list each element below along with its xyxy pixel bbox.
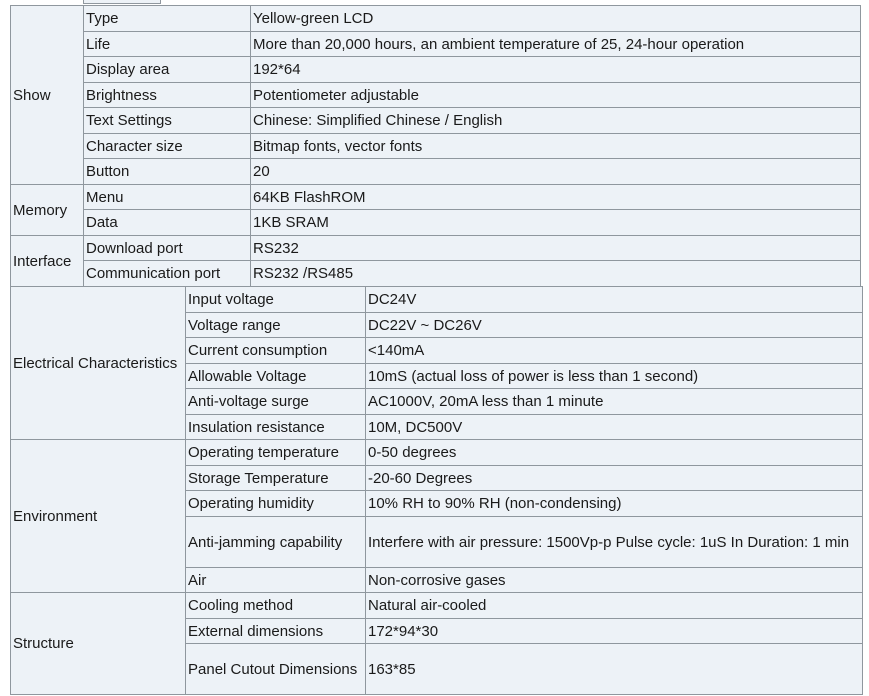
param-name-character-size: Character size — [83, 133, 251, 159]
param-name-operating-temperature: Operating temperature — [185, 439, 366, 466]
param-value-operating-temperature: 0-50 degrees — [365, 439, 863, 466]
param-name-insulation-resistance: Insulation resistance — [185, 414, 366, 440]
group-cell-structure: Structure — [10, 592, 186, 695]
group-cell-show: Show — [10, 5, 84, 185]
param-value-character-size: Bitmap fonts, vector fonts — [250, 133, 861, 159]
param-name-allowable-voltage: Allowable Voltage — [185, 363, 366, 389]
param-name-cooling-method: Cooling method — [185, 592, 366, 619]
param-value-air: Non-corrosive gases — [365, 567, 863, 593]
param-value-panel-cutout-dimensions: 163*85 — [365, 643, 863, 695]
param-value-button: 20 — [250, 158, 861, 185]
param-name-panel-cutout-dimensions: Panel Cutout Dimensions — [185, 643, 366, 695]
param-name-menu: Menu — [83, 184, 251, 210]
param-value-current-consumption: <140mA — [365, 337, 863, 364]
param-value-brightness: Potentiometer adjustable — [250, 82, 861, 108]
param-value-input-voltage: DC24V — [365, 286, 863, 313]
param-value-type: Yellow-green LCD — [250, 5, 861, 32]
param-value-allowable-voltage: 10mS (actual loss of power is less than 1 second) — [365, 363, 863, 389]
param-value-cooling-method: Natural air-cooled — [365, 592, 863, 619]
param-name-display-area: Display area — [83, 56, 251, 83]
param-value-anti-jamming-capability: Interfere with air pressure: 1500Vp-p Pulse cycle: 1uS In Duration: 1 min — [365, 516, 863, 568]
group-cell-electrical-characteristics: Electrical Characteristics — [10, 286, 186, 440]
param-value-storage-temperature: -20-60 Degrees — [365, 465, 863, 491]
param-name-anti-jamming-capability: Anti-jamming capability — [185, 516, 366, 568]
param-value-menu: 64KB FlashROM — [250, 184, 861, 210]
group-cell-environment: Environment — [10, 439, 186, 593]
param-value-operating-humidity: 10% RH to 90% RH (non-condensing) — [365, 490, 863, 517]
param-name-anti-voltage-surge: Anti-voltage surge — [185, 388, 366, 415]
param-value-communication-port: RS232 /RS485 — [250, 260, 861, 287]
group-cell-interface: Interface — [10, 235, 84, 287]
param-name-current-consumption: Current consumption — [185, 337, 366, 364]
param-name-external-dimensions: External dimensions — [185, 618, 366, 644]
param-name-type: Type — [83, 5, 251, 32]
param-value-voltage-range: DC22V ~ DC26V — [365, 312, 863, 338]
param-name-input-voltage: Input voltage — [185, 286, 366, 313]
param-value-data: 1KB SRAM — [250, 209, 861, 236]
param-value-display-area: 192*64 — [250, 56, 861, 83]
param-name-download-port: Download port — [83, 235, 251, 261]
param-name-data: Data — [83, 209, 251, 236]
param-name-text-settings: Text Settings — [83, 107, 251, 134]
table-top-fragment — [83, 0, 161, 4]
param-name-voltage-range: Voltage range — [185, 312, 366, 338]
param-value-insulation-resistance: 10M, DC500V — [365, 414, 863, 440]
param-value-external-dimensions: 172*94*30 — [365, 618, 863, 644]
param-name-brightness: Brightness — [83, 82, 251, 108]
param-name-air: Air — [185, 567, 366, 593]
group-cell-memory: Memory — [10, 184, 84, 236]
param-name-operating-humidity: Operating humidity — [185, 490, 366, 517]
param-name-button: Button — [83, 158, 251, 185]
param-value-download-port: RS232 — [250, 235, 861, 261]
param-name-communication-port: Communication port — [83, 260, 251, 287]
param-value-life: More than 20,000 hours, an ambient temperature of 25, 24-hour operation — [250, 31, 861, 57]
param-name-life: Life — [83, 31, 251, 57]
param-value-anti-voltage-surge: AC1000V, 20mA less than 1 minute — [365, 388, 863, 415]
param-value-text-settings: Chinese: Simplified Chinese / English — [250, 107, 861, 134]
param-name-storage-temperature: Storage Temperature — [185, 465, 366, 491]
